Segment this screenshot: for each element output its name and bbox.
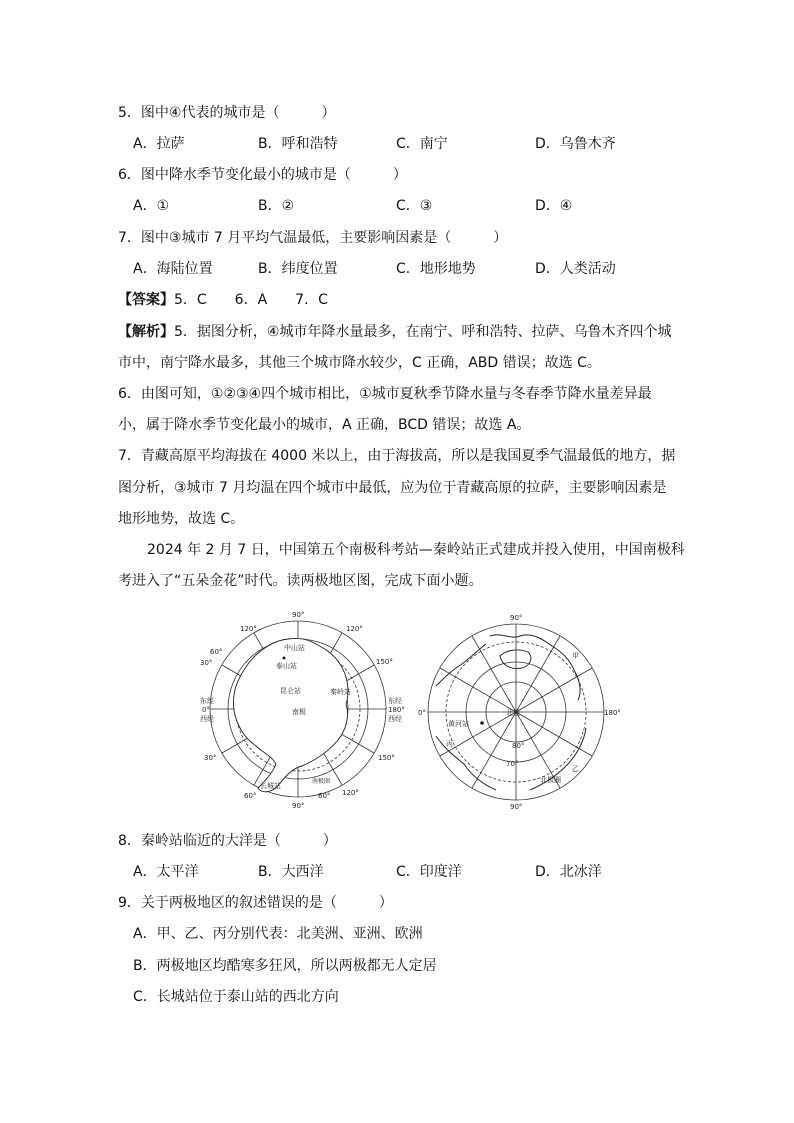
answer-text: 5．C 6．A 7．C	[174, 292, 328, 308]
north-label-yi: 乙	[572, 765, 579, 773]
south-label-tr120: 120°	[346, 625, 363, 633]
q9-option-a: A．甲、乙、丙分别代表：北美洲、亚洲、欧洲	[133, 926, 423, 942]
south-label-zero: 0°	[202, 706, 210, 714]
north-coastline-bottom-left	[436, 736, 496, 790]
analysis-line-4: 小，属于降水季节变化最小的城市，A 正确，BCD 错误；故选 A。	[118, 417, 531, 433]
q6-option-a: A．①	[133, 198, 170, 214]
q5-option-b: B．呼和浩特	[258, 136, 338, 152]
north-label-right: 180°	[604, 709, 620, 717]
south-label-qinling: 秦岭站	[330, 688, 351, 696]
south-label-l60: 60°	[210, 648, 223, 656]
greenland-outline	[500, 650, 531, 669]
polar-maps-figure	[200, 606, 620, 830]
south-label-br150: 150°	[378, 754, 395, 762]
analysis-line-2: 市中，南宁降水最多，其他三个城市降水较少，C 正确，ABD 错误；故选 C。	[118, 355, 601, 371]
intro-line-1: 2024 年 2 月 7 日，中国第五个南极科考站—秦岭站正式建成并投入使用，中国南极科	[147, 542, 685, 558]
q6-option-d: D．④	[535, 198, 573, 214]
q9-option-b: B．两极地区均酷寒多狂风，所以两极都无人定居	[133, 958, 437, 974]
analysis-line-1	[118, 322, 671, 342]
q8-option-b: B．大西洋	[258, 864, 324, 880]
south-label-r180: 180°	[388, 706, 405, 714]
huanghe-station-marker	[480, 721, 484, 725]
question-6-stem: 6．图中降水季节变化最小的城市是（ ）	[118, 167, 407, 183]
north-map-labels	[418, 614, 620, 811]
analysis-line-6: 图分析，③城市 7 月均温在四个城市中最低，应为位于青藏高原的拉萨，主要影响因素是	[118, 480, 667, 496]
q8-option-c: C．印度洋	[396, 864, 462, 880]
q6-option-c: C．③	[396, 198, 433, 214]
q6-option-b: B．②	[258, 198, 295, 214]
q8-option-d: D．北冰洋	[535, 864, 602, 880]
south-label-pole: 南极	[292, 708, 306, 716]
intro-line-2: 考进入了“五朵金花”时代。读两极地区图，完成下面小题。	[118, 573, 483, 589]
south-label-br120: 120°	[342, 789, 359, 797]
north-label-lat80: 80°	[512, 742, 525, 750]
q7-option-b: B．纬度位置	[258, 261, 338, 277]
analysis-line-7: 地形地势，故选 C。	[118, 511, 245, 527]
south-label-east-right: 东经	[388, 697, 402, 705]
analysis-text-1: 5．据图分析，④城市年降水量最多，在南宁、呼和浩特、拉萨、乌鲁木齐四个城	[174, 324, 672, 340]
north-label-bottom: 90°	[510, 803, 523, 811]
south-label-l30: 30°	[200, 659, 213, 667]
south-label-top: 90°	[292, 611, 305, 619]
q5-option-a: A．拉萨	[133, 136, 185, 152]
north-label-left: 0°	[418, 709, 426, 717]
south-label-west-right: 西经	[388, 715, 402, 723]
q5-option-d: D．乌鲁木齐	[535, 136, 616, 152]
south-label-changcheng: 长城站	[260, 782, 281, 790]
answer-tag: 【答案】	[118, 292, 174, 308]
q7-option-a: A．海陆位置	[133, 261, 213, 277]
south-label-r150: 150°	[376, 658, 393, 666]
analysis-line-5: 7．青藏高原平均海拔在 4000 米以上，由于海拔高，所以是我国夏季气温最低的地方，据	[118, 448, 676, 464]
south-label-bl60: 60°	[244, 792, 257, 800]
polar-maps-svg	[200, 606, 620, 830]
south-label-circle: 南极圈	[312, 778, 331, 785]
south-label-br60: 60°	[318, 792, 331, 800]
question-5-stem: 5．图中④代表的城市是（ ）	[118, 105, 336, 121]
south-label-zhongshan: 中山站	[284, 644, 305, 652]
zhongshan-station-marker	[283, 657, 286, 660]
north-label-circle: 北极圈	[540, 776, 561, 784]
question-8-stem: 8．秦岭站临近的大洋是（ ）	[118, 833, 337, 849]
question-9-stem: 9．关于两极地区的叙述错误的是（ ）	[118, 895, 393, 911]
q8-option-a: A．太平洋	[133, 864, 199, 880]
q7-option-c: C．地形地势	[396, 261, 476, 277]
south-label-east-left: 东经	[200, 697, 214, 705]
question-7-stem: 7．图中③城市 7 月平均气温最低，主要影响因素是（ ）	[118, 230, 508, 246]
north-label-pole: 北极	[506, 709, 520, 717]
south-label-west-left: 西经	[200, 715, 214, 723]
answer-line	[118, 290, 328, 310]
q9-option-c: C．长城站位于泰山站的西北方向	[133, 989, 339, 1005]
south-label-bottom: 90°	[292, 802, 305, 810]
north-label-jia: 甲	[572, 652, 579, 660]
q5-option-c: C．南宁	[396, 136, 448, 152]
north-label-top: 90°	[510, 614, 523, 622]
south-label-tl120: 120°	[240, 625, 257, 633]
south-label-taishan: 泰山站	[276, 662, 297, 670]
analysis-tag: 【解析】	[118, 324, 174, 340]
north-label-huanghe: 黄河站	[448, 720, 469, 728]
south-label-kunlun: 昆仑站	[280, 687, 301, 695]
north-label-lat70: 70°	[506, 760, 519, 768]
analysis-line-3: 6．由图可知，①②③④四个城市相比，①城市夏秋季节降水量与冬春季节降水量差异最	[118, 386, 652, 402]
q7-option-d: D．人类活动	[535, 261, 616, 277]
south-label-bl30: 30°	[204, 754, 217, 762]
north-label-bing: 丙	[446, 740, 453, 748]
